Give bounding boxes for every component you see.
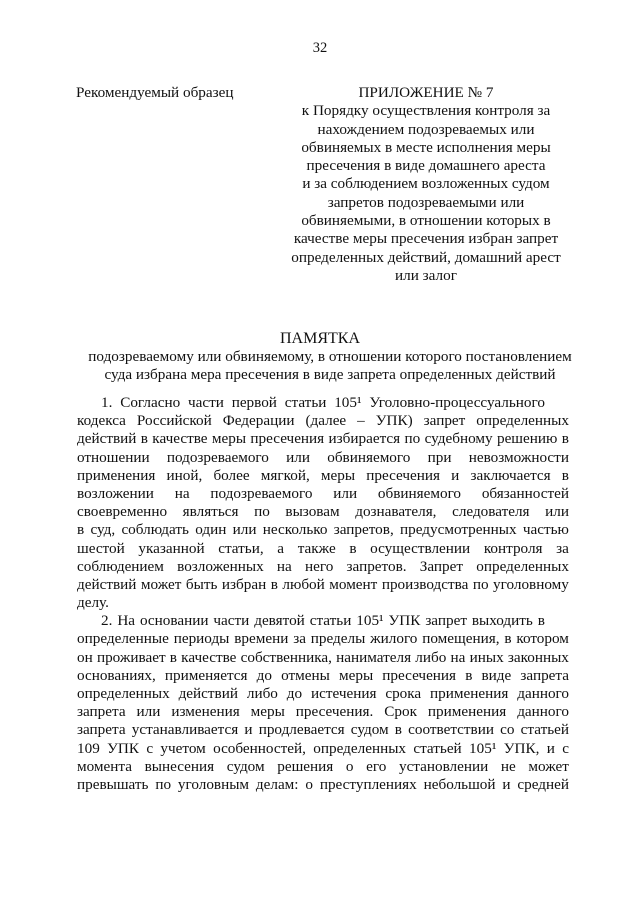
body-line-text: соблюдением возложенных на него запретов. Запрет определенных <box>77 557 569 575</box>
appendix-title: ПРИЛОЖЕНИЕ № 7 <box>358 84 494 101</box>
body-line-text: момента вынесения судом решения о его установлении не может <box>77 757 569 775</box>
body-line-text: запрета или изменения меры пресечения. Срок применения данного <box>77 703 569 721</box>
body-line-text: он проживает в качестве собственника, нанимателя либо на иных законных <box>77 648 569 666</box>
appendix-line: обвиняемых в месте исполнения меры <box>301 138 551 156</box>
body-line <box>77 430 569 448</box>
body-line <box>77 540 569 558</box>
body-line <box>77 667 569 685</box>
body-line <box>77 485 569 503</box>
memo-subtitle <box>40 348 620 385</box>
body-line-text: в суд, соблюдать один или несколько запретов, предусмотренных частью <box>77 521 569 539</box>
body-line-text: 2. На основании части девятой статьи 105¹ УПК запрет выходить в <box>101 612 545 630</box>
body-line-text: превышать по уголовным делам: о преступлениях небольшой и средней <box>77 775 569 793</box>
body-line-text: действий может быть избран в любой момент производства по уголовному <box>77 575 569 593</box>
appendix-line: обвиняемыми, в отношении которых в <box>301 212 551 230</box>
body-line-text: делу. <box>77 594 109 612</box>
appendix-line: качестве меры пресечения избран запрет <box>293 230 559 248</box>
memo-subtitle-line: суда избрана мера пресечения в виде запрета определенных действий <box>104 366 556 384</box>
body-line-text: шестой указанной статьи, а также в осуществлении контроля за <box>77 539 569 557</box>
body-line-text: возложении на подозреваемого или обвиняемого обязанностей <box>77 484 569 502</box>
body-line <box>77 758 569 776</box>
body-line-text: запрета устанавливается и продлевается судом в соответствии со статьей <box>77 721 569 739</box>
body-line <box>77 649 569 667</box>
body-line <box>77 576 569 594</box>
appendix-line: и за соблюдением возложенных судом <box>302 175 550 193</box>
memo-body <box>77 394 569 794</box>
body-line-text: основаниях, применяется до отмены меры пресечения в виде запрета <box>77 666 569 684</box>
memo-title: ПАМЯТКА <box>279 330 360 347</box>
appendix-line: нахождением подозреваемых или <box>317 120 535 138</box>
memo-subtitle-line: подозреваемому или обвиняемому, в отношении которого постановлением <box>88 348 572 365</box>
body-line-text: 109 УПК с учетом особенностей, определенных статьей 105¹ УПК, и с <box>77 739 569 757</box>
body-line-text: 1. Согласно части первой статьи 105¹ Уголовно-процессуального <box>101 394 545 411</box>
body-line <box>77 394 569 412</box>
body-line <box>77 449 569 467</box>
body-line <box>77 630 569 648</box>
body-line <box>77 503 569 521</box>
body-line-text: действий в качестве меры пресечения избирается по судебному решению в <box>77 430 569 448</box>
body-line <box>77 412 569 430</box>
body-line-text: определенных действий либо до истечения срока применения данного <box>77 685 569 702</box>
body-line <box>77 776 569 794</box>
body-line-text: кодекса Российской Федерации (далее – УПК) запрет определенных <box>77 412 569 430</box>
appendix-line: или залог <box>395 266 457 284</box>
body-line <box>77 685 569 703</box>
body-line-text: определенные периоды времени за пределы жилого помещения, в котором <box>77 630 569 648</box>
body-line <box>77 703 569 721</box>
body-line <box>77 594 569 612</box>
body-line <box>77 721 569 739</box>
body-line <box>77 740 569 758</box>
page-number: 32 <box>312 40 328 56</box>
body-line-text: своевременно являться по вызовам дознавателя, следователя или <box>77 503 569 521</box>
appendix-block <box>280 84 572 285</box>
body-line <box>77 521 569 539</box>
appendix-line: запретов подозреваемыми или <box>327 193 525 211</box>
body-line <box>77 612 569 630</box>
appendix-line: определенных действий, домашний арест <box>291 248 561 266</box>
body-line <box>77 558 569 576</box>
body-line-text: отношении подозреваемого или обвиняемого при невозможности <box>77 448 569 466</box>
body-line <box>77 467 569 485</box>
appendix-line: к Порядку осуществления контроля за <box>301 102 551 120</box>
body-line-text: применения иной, более мягкой, меры пресечения и заключается в <box>77 466 569 484</box>
appendix-line: пресечения в виде домашнего ареста <box>306 157 546 175</box>
recommended-sample-label: Рекомендуемый образец <box>76 84 234 101</box>
